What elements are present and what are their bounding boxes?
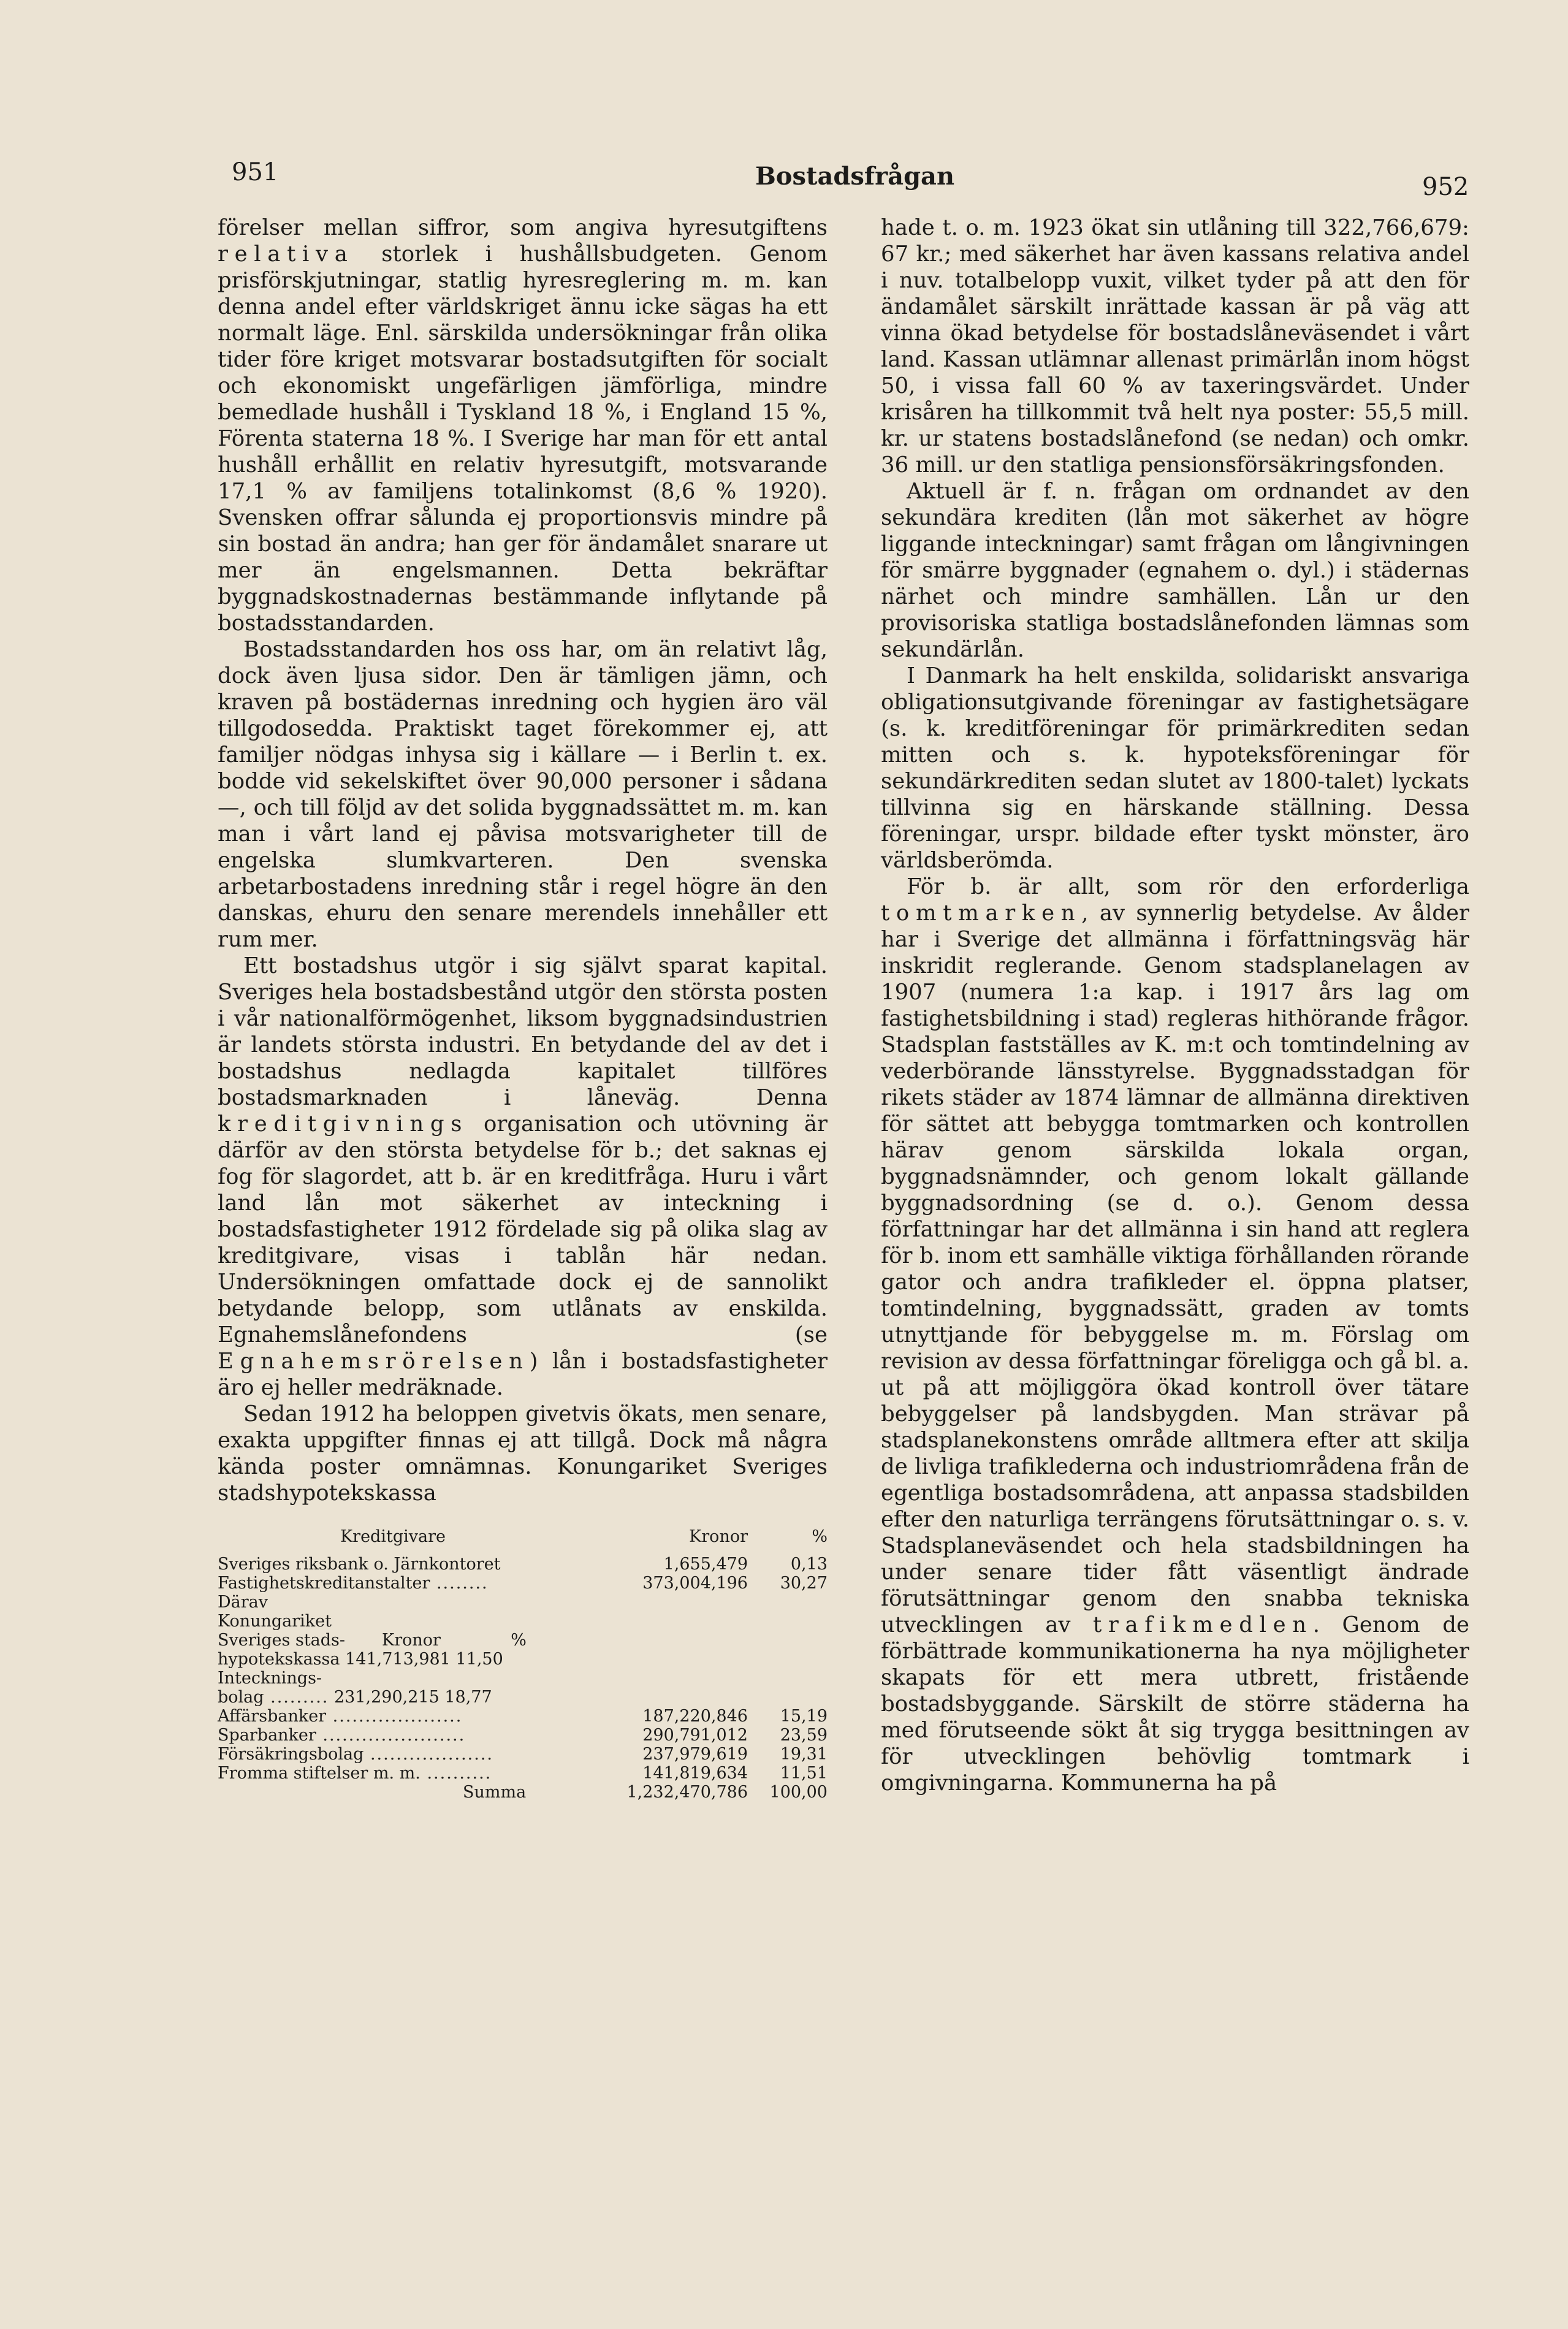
table-cell-percent: 30,27: [780, 1574, 828, 1593]
table-row: [218, 1555, 828, 1574]
text-run: förelser mellan siffror, som angiva hyresutgiftens: [218, 215, 828, 240]
spaced-emphasis: trafikmedlen: [1092, 1612, 1313, 1637]
sub-kronor: 231,290,215: [333, 1688, 440, 1707]
text-run: För b. är allt, som rör den erforderliga: [907, 874, 1469, 899]
table-cell-percent: 23,59: [780, 1726, 828, 1745]
table-cell-label: [218, 1574, 598, 1593]
paragraph: Aktuell är f. n. frågan om ordnandet av den sekundära krediten (lån mot säkerhet av högre liggande inteckningar) samt frågan om långivningen för smärre byggnader (egnahem o. dyl.) i städernas närhet och mindre samhällen. Lån ur den provisoriska statliga bostadslånefonden lämnas som sekundärlån.: [881, 479, 1469, 662]
table-cell-label: [218, 1764, 598, 1783]
paragraph: I Danmark ha helt enskilda, solidariskt ansvariga obligationsutgivande föreningar av fastighetsägare (s. k. kreditföreningar för primärkrediten sedan mitten och s. k. hypoteksföreningar för sekundärkrediten sedan slutet av 1800-talet) lyckats tillvinna sig en härskande ställning. Dessa föreningar, urspr. bildade efter tyskt mönster, äro världsberömda.: [881, 663, 1469, 873]
table-sum-percent: 100,00: [769, 1783, 828, 1802]
text-run: organisation och utövning är därför av den största betydelse för b.; det saknas ej fog för slagordet, att b. är en kreditfråga. Huru i vårt land lån mot säkerhet av inteckning i bostadsfastigheter 1912 fördelade sig på olika slag av kreditgivare, visas i tablån här nedan. Undersökningen omfattade dock ej de sannolikt betydande belopp, som utlånats av enskilda. Egnahemslånefondens (se: [218, 1111, 828, 1347]
table-cell-label: [218, 1707, 598, 1726]
page-number-right: 952: [1422, 173, 1469, 201]
leader-dots: .........: [264, 1688, 329, 1707]
paragraph: [218, 215, 828, 636]
table-header-row: [218, 1527, 828, 1555]
paragraph: [218, 953, 828, 1401]
sub-header-percent: %: [511, 1631, 527, 1650]
table-header-kronor: Kronor: [689, 1527, 748, 1546]
table-row: [218, 1650, 828, 1669]
table-cell-kronor: 237,979,619: [642, 1745, 748, 1764]
table-header-percent: %: [812, 1527, 828, 1546]
paragraph: hade t. o. m. 1923 ökat sin utlåning till 322,766,679: 67 kr.; med säkerhet har även kassans relativa andel i nuv. totalbelopp vuxit, vilket tyder på att den för ändamålet särskilt inrättade kassan är på väg att vinna ökad betydelse för bostadslåneväsendet i vårt land. Kassan utlämnar allenast primärlån inom högst 50, i vissa fall 60 % av taxeringsvärdet. Under krisåren ha tillkommit två helt nya poster: 55,5 mill. kr. ur statens bostadslånefond (se nedan) och omkr. 36 mill. ur den statliga pensionsförsäkringsfonden.: [881, 215, 1469, 478]
creditor-table: [218, 1527, 828, 1802]
label-text: bolag: [218, 1688, 264, 1707]
table-row: [218, 1745, 828, 1764]
table-cell-percent: 19,31: [780, 1745, 828, 1764]
right-column: [881, 215, 1469, 1796]
table-sub-row: [218, 1688, 828, 1707]
table-cell-kronor: 373,004,196: [642, 1574, 748, 1593]
table-cell-kronor: 141,819,634: [642, 1764, 748, 1783]
sub-header-kronor: Kronor: [382, 1631, 441, 1650]
table-cell-percent: 0,13: [790, 1555, 828, 1574]
leader-dots: ..........: [420, 1764, 492, 1783]
table-cell-label: Sveriges riksbank o. Järnkontoret: [218, 1555, 501, 1574]
label-text: Affärsbanker: [218, 1707, 327, 1726]
table-row: [218, 1726, 828, 1745]
table-header-creditor: Kreditgivare: [340, 1527, 446, 1546]
table-sub-label: Konungariket: [218, 1612, 332, 1631]
table-cell-percent: 11,51: [780, 1764, 828, 1783]
spaced-emphasis: tomtmarken: [881, 901, 1082, 926]
spaced-emphasis: kreditgivnings: [218, 1111, 469, 1137]
spaced-emphasis: relativa: [218, 242, 354, 267]
text-run: , av synnerlig betydelse. Av ålder har i Sverige det allmänna i författningsväg här inskridit reglerande. Genom stadsplanelagen av 1907 (numera 1:a kap. i 1917 års lag om fastighetsbildning i stad) regleras hithörande frågor. Stadsplan fastställes av K. m:t och tomtindelning av vederbörande länsstyrelse. Byggnadsstadgan för rikets städer av 1874 lämnar de allmänna direktiven för sättet att bebygga tomtmarken och kontrollen härav genom särskilda lokala organ, byggnadsnämnder, och genom lokalt gällande byggnadsordning (se d. o.). Genom dessa författningar har det allmänna i sin hand att reglera för b. inom ett samhälle viktiga förhållanden rörande gator och andra trafikleder el. öppna platser, tomtindelning, byggnadssätt, graden av tomts utnyttjande för bebyggelse m. m. Förslag om revision av dessa författningar föreligga och gå bl. a. ut på att möjliggöra ökad kontroll över tätare bebyggelser på landsbygden. Man strävar på stadsplanekonstens område alltmera efter att skilja de livliga trafiklederna och industriområdena från de egentliga bostadsområdena, att anpassa stadsbilden efter den naturliga terrängens förutsättningar o. s. v. Stadsplaneväsendet och hela stadsbildningen ha under senare tider fått väsentligt ändrade förutsättningar genom den snabba tekniska utvecklingen av: [881, 901, 1469, 1637]
spaced-emphasis: Egnahemsrörelsen: [218, 1349, 530, 1374]
label-text: Fromma stiftelser m. m.: [218, 1764, 421, 1783]
table-sum-kronor: 1,232,470,786: [626, 1783, 748, 1802]
text-run: Ett bostadshus utgör i sig självt sparat kapital. Sveriges hela bostadsbestånd utgör den största posten i vår nationalförmögenhet, liksom byggnadsindustrien är landets största industri. En betydande del av det i bostadshus nedlagda kapitalet tillföres bostadsmarknaden i låneväg. Denna: [218, 953, 828, 1110]
table-sub-row: [218, 1650, 828, 1669]
table-sub-label: Intecknings-: [218, 1669, 322, 1688]
label-text: Fastighetskreditanstalter: [218, 1574, 430, 1593]
table-row: [218, 1764, 828, 1783]
paragraph: Bostadsstandarden hos oss har, om än relativt låg, dock även ljusa sidor. Den är tämligen jämn, och kraven på bostädernas inredning och hygien äro väl tillgodosedda. Praktiskt taget förekommer ej, att familjer nödgas inhysa sig i källare — i Berlin t. ex. bodde vid sekelskiftet över 90,000 personer i sådana —, och till följd av det solida byggnadssättet m. m. kan man i vårt land ej påvisa motsvarigheter till de engelska slumkvarteren. Den svenska arbetarbostadens inredning står i regel högre än den danskas, ehuru den senare merendels innehåller ett rum mer.: [218, 637, 828, 952]
table-cell-kronor: 290,791,012: [642, 1726, 748, 1745]
leader-dots: ......................: [316, 1726, 466, 1745]
label-text: hypotekskassa: [218, 1650, 340, 1669]
paragraph: [881, 874, 1469, 1796]
table-cell-kronor: 187,220,846: [642, 1707, 748, 1726]
sub-percent: 18,77: [444, 1688, 492, 1707]
label-text: Sveriges stads-: [218, 1631, 346, 1650]
table-sub-label: [218, 1631, 828, 1650]
left-column: [218, 215, 828, 1802]
label-text: Försäkringsbolag: [218, 1745, 364, 1764]
text-run: ) lån i bostadsfastigheter äro ej heller medräknade.: [218, 1349, 828, 1400]
table-row: [218, 1574, 828, 1593]
table-sum-label: Summa: [463, 1783, 527, 1802]
text-run: . Genom de förbättrade kommunikationerna ha nya möjligheter skapats för ett mera utbrett, fristående bostadsbyggande. Särskilt de större städerna ha med förutseende sökt åt sig trygga besittningen av för utvecklingen behövlig tomtmark i omgivningarna. Kommunerna ha på: [881, 1612, 1470, 1796]
table-row: [218, 1593, 828, 1612]
table-row: [218, 1631, 828, 1650]
paragraph: Sedan 1912 ha beloppen givetvis ökats, men senare, exakta uppgifter finnas ej att tillgå. Dock må några kända poster omnämnas. Konungariket Sveriges stadshypotekskassa: [218, 1401, 828, 1506]
table-cell-label: [218, 1745, 598, 1764]
table-sum-row: [218, 1783, 828, 1802]
page-number-left: 951: [232, 158, 279, 186]
table-row: [218, 1707, 828, 1726]
table-cell-kronor: 1,655,479: [663, 1555, 748, 1574]
leader-dots: ........: [430, 1574, 489, 1593]
table-subheading: Därav: [218, 1593, 268, 1612]
running-title: Bostadsfrågan: [755, 162, 955, 191]
table-row: [218, 1669, 828, 1688]
sub-kronor: 141,713,981: [345, 1650, 451, 1669]
table-cell-percent: 15,19: [780, 1707, 828, 1726]
leader-dots: ....................: [326, 1707, 463, 1726]
leader-dots: ...................: [363, 1745, 494, 1764]
table-cell-label: [218, 1726, 598, 1745]
table-row: [218, 1688, 828, 1707]
sub-percent: 11,50: [455, 1650, 503, 1669]
text-run: storlek i hushållsbudgeten. Genom prisförskjutningar, statlig hyresreglering m. m. kan denna andel efter världskriget ännu icke sägas ha ett normalt läge. Enl. särskilda undersökningar från olika tider före kriget motsvarar bostadsutgiften för socialt och ekonomiskt ungefärligen jämförliga, mindre bemedlade hushåll i Tyskland 18 %, i England 15 %, Förenta staterna 18 %. I Sverige har man för ett antal hushåll erhållit en relativ hyresutgift, motsvarande 17,1 % av familjens totalinkomst (8,6 % 1920). Svensken offrar sålunda ej proportionsvis mindre på sin bostad än andra; han ger för ändamålet snarare ut mer än engelsmannen. Detta bekräftar byggnadskostnadernas bestämmande inflytande på bostadsstandarden.: [218, 242, 828, 636]
label-text: Sparbanker: [218, 1726, 316, 1745]
table-row: [218, 1612, 828, 1631]
